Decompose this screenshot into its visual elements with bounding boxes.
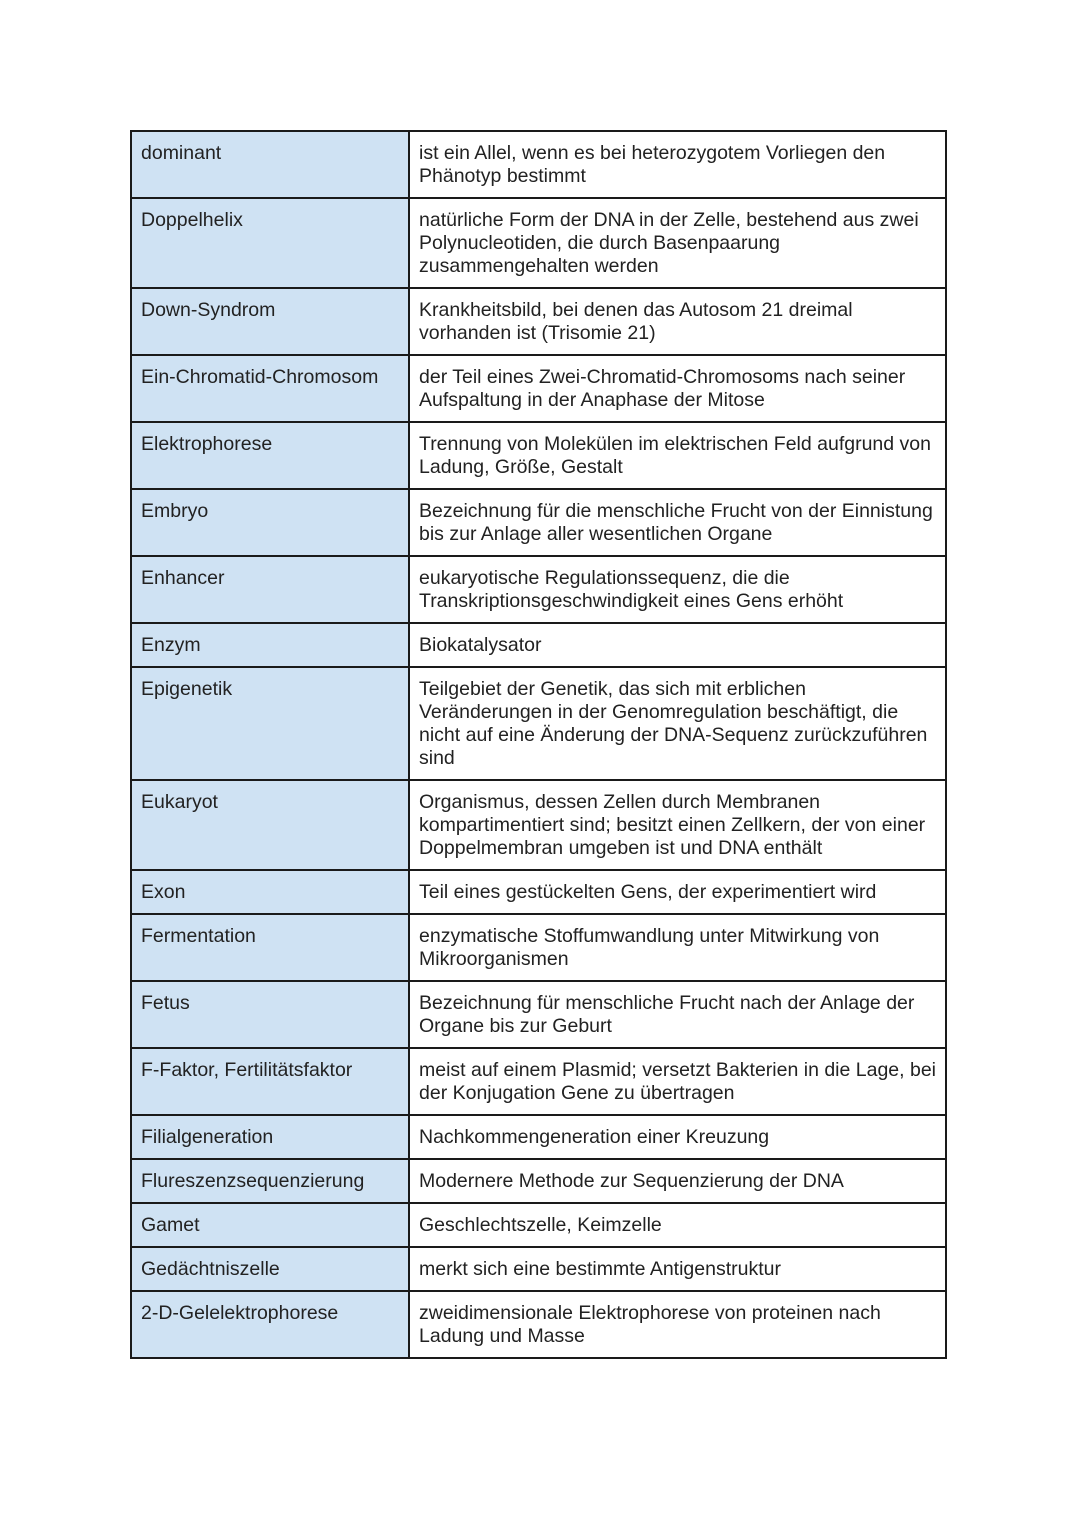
term-cell: Embryo (131, 489, 409, 556)
definition-cell: Organismus, dessen Zellen durch Membranen kompartimentiert sind; besitzt einen Zellkern, der von einer Doppelmembran umgeben ist und DNA enthält (409, 780, 946, 870)
term-cell: Fetus (131, 981, 409, 1048)
definition-cell: Geschlechtszelle, Keimzelle (409, 1203, 946, 1247)
definition-cell: Bezeichnung für die menschliche Frucht von der Einnistung bis zur Anlage aller wesentlichen Organe (409, 489, 946, 556)
table-row (131, 981, 946, 1048)
term-cell: Flureszenzsequenzierung (131, 1159, 409, 1203)
term-cell: Enzym (131, 623, 409, 667)
term-cell: Epigenetik (131, 667, 409, 780)
table-row (131, 355, 946, 422)
table-row (131, 667, 946, 780)
term-cell: 2-D-Gelelektrophorese (131, 1291, 409, 1358)
definition-cell: Nachkommengeneration einer Kreuzung (409, 1115, 946, 1159)
definition-cell: der Teil eines Zwei-Chromatid-Chromosoms nach seiner Aufspaltung in der Anaphase der Mitose (409, 355, 946, 422)
term-cell: Exon (131, 870, 409, 914)
term-cell: Doppelhelix (131, 198, 409, 288)
table-row (131, 1159, 946, 1203)
table-row (131, 1247, 946, 1291)
term-cell: Gedächtniszelle (131, 1247, 409, 1291)
definition-cell: Modernere Methode zur Sequenzierung der DNA (409, 1159, 946, 1203)
table-row (131, 556, 946, 623)
term-cell: Down-Syndrom (131, 288, 409, 355)
table-row (131, 914, 946, 981)
term-cell: Elektrophorese (131, 422, 409, 489)
term-cell: Ein-Chromatid-Chromosom (131, 355, 409, 422)
term-cell: Gamet (131, 1203, 409, 1247)
definition-cell: enzymatische Stoffumwandlung unter Mitwirkung von Mikroorganismen (409, 914, 946, 981)
table-row (131, 131, 946, 198)
definition-cell: eukaryotische Regulationssequenz, die die Transkriptionsgeschwindigkeit eines Gens erhöht (409, 556, 946, 623)
term-cell: Fermentation (131, 914, 409, 981)
table-row (131, 489, 946, 556)
term-cell: Enhancer (131, 556, 409, 623)
definition-cell: Krankheitsbild, bei denen das Autosom 21 dreimal vorhanden ist (Trisomie 21) (409, 288, 946, 355)
definition-cell: Bezeichnung für menschliche Frucht nach der Anlage der Organe bis zur Geburt (409, 981, 946, 1048)
definition-cell: Teil eines gestückelten Gens, der experimentiert wird (409, 870, 946, 914)
table-row (131, 1115, 946, 1159)
table-row (131, 288, 946, 355)
term-cell: Eukaryot (131, 780, 409, 870)
table-row (131, 870, 946, 914)
table-row (131, 198, 946, 288)
term-cell: F-Faktor, Fertilitätsfaktor (131, 1048, 409, 1115)
definition-cell: ist ein Allel, wenn es bei heterozygotem Vorliegen den Phänotyp bestimmt (409, 131, 946, 198)
definition-cell: Teilgebiet der Genetik, das sich mit erblichen Veränderungen in der Genomregulation beschäftigt, die nicht auf eine Änderung der DNA-Sequenz zurückzuführen sind (409, 667, 946, 780)
table-row (131, 422, 946, 489)
term-cell: Filialgeneration (131, 1115, 409, 1159)
table-row (131, 1203, 946, 1247)
glossary-table (130, 130, 947, 1359)
definition-cell: zweidimensionale Elektrophorese von proteinen nach Ladung und Masse (409, 1291, 946, 1358)
table-row (131, 623, 946, 667)
definition-cell: Trennung von Molekülen im elektrischen Feld aufgrund von Ladung, Größe, Gestalt (409, 422, 946, 489)
definition-cell: natürliche Form der DNA in der Zelle, bestehend aus zwei Polynucleotiden, die durch Basenpaarung zusammengehalten werden (409, 198, 946, 288)
table-row (131, 780, 946, 870)
table-row (131, 1291, 946, 1358)
term-cell: dominant (131, 131, 409, 198)
table-row (131, 1048, 946, 1115)
definition-cell: merkt sich eine bestimmte Antigenstruktur (409, 1247, 946, 1291)
definition-cell: meist auf einem Plasmid; versetzt Bakterien in die Lage, bei der Konjugation Gene zu übertragen (409, 1048, 946, 1115)
definition-cell: Biokatalysator (409, 623, 946, 667)
